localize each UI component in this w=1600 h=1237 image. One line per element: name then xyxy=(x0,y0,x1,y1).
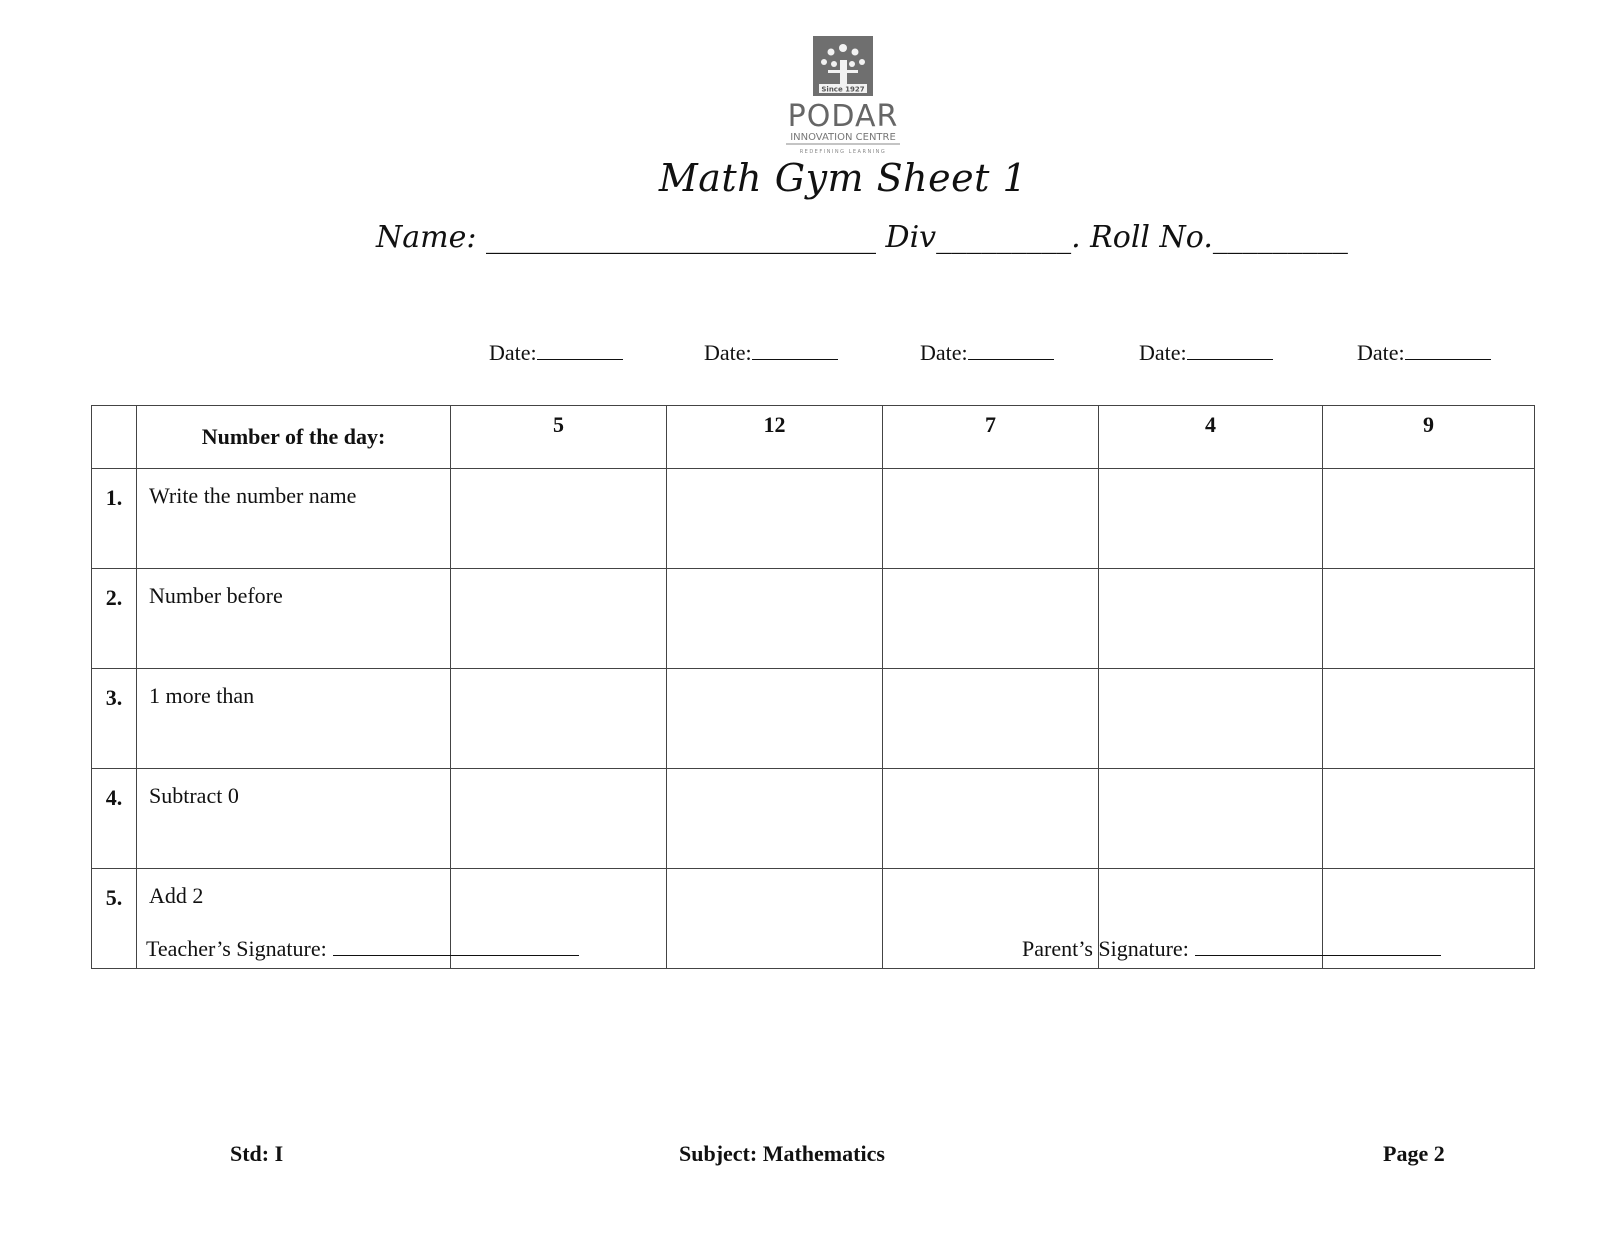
table-row xyxy=(92,569,1535,669)
answer-cell[interactable] xyxy=(1099,569,1323,669)
date-field-3[interactable] xyxy=(920,340,1054,366)
day-number-1: 5 xyxy=(451,406,667,469)
row-index: 2. xyxy=(92,569,137,669)
answer-cell[interactable] xyxy=(1323,469,1535,569)
date-label: Date: xyxy=(489,340,537,365)
student-details-line: Name: __________________________ Div_________. Roll No._________ xyxy=(376,220,1348,255)
answer-cell[interactable] xyxy=(883,669,1099,769)
row-task: Write the number name xyxy=(137,469,451,569)
day-number-4: 4 xyxy=(1099,406,1323,469)
answer-cell[interactable] xyxy=(1099,669,1323,769)
logo-subtitle: INNOVATION CENTRE xyxy=(790,132,896,143)
date-label: Date: xyxy=(1357,340,1405,365)
date-field-1[interactable] xyxy=(489,340,623,366)
row-task: Add 2 xyxy=(137,869,451,969)
answer-cell[interactable] xyxy=(1323,769,1535,869)
answer-cell[interactable] xyxy=(667,769,883,869)
number-of-the-day-label: Number of the day: xyxy=(137,406,451,469)
day-number-2: 12 xyxy=(667,406,883,469)
footer-subject: Subject: Mathematics xyxy=(679,1141,885,1166)
answer-cell[interactable] xyxy=(667,869,883,969)
row-task: Subtract 0 xyxy=(137,769,451,869)
row-task: 1 more than xyxy=(137,669,451,769)
parent-signature-label: Parent’s Signature: xyxy=(1022,936,1189,961)
date-field-2[interactable] xyxy=(704,340,838,366)
date-label: Date: xyxy=(1139,340,1187,365)
row-index: 3. xyxy=(92,669,137,769)
logo-brand: PODAR xyxy=(787,99,899,134)
date-label: Date: xyxy=(704,340,752,365)
table-row xyxy=(92,769,1535,869)
table-row xyxy=(92,669,1535,769)
day-number-5: 9 xyxy=(1323,406,1535,469)
worksheet-table xyxy=(91,405,1535,969)
date-label: Date: xyxy=(920,340,968,365)
answer-cell[interactable] xyxy=(667,569,883,669)
answer-cell[interactable] xyxy=(667,669,883,769)
table-header-row xyxy=(92,406,1535,469)
answer-cell[interactable] xyxy=(667,469,883,569)
footer-std: Std: I xyxy=(230,1141,284,1166)
answer-cell[interactable] xyxy=(883,769,1099,869)
podar-logo xyxy=(764,34,924,162)
parent-signature-field[interactable] xyxy=(1022,936,1441,962)
row-task: Number before xyxy=(137,569,451,669)
logo-since: Since 1927 xyxy=(821,85,865,94)
sheet-title: Math Gym Sheet 1 xyxy=(658,156,1028,200)
table-row xyxy=(92,469,1535,569)
answer-cell[interactable] xyxy=(451,569,667,669)
answer-cell[interactable] xyxy=(451,469,667,569)
teacher-signature-field[interactable] xyxy=(146,936,579,962)
row-index: 5. xyxy=(92,869,137,969)
row-index: 4. xyxy=(92,769,137,869)
date-field-5[interactable] xyxy=(1357,340,1491,366)
answer-cell[interactable] xyxy=(883,569,1099,669)
logo-tagline: REDEFINING LEARNING xyxy=(799,149,887,155)
answer-cell[interactable] xyxy=(883,469,1099,569)
teacher-signature-label: Teacher’s Signature: xyxy=(146,936,327,961)
answer-cell[interactable] xyxy=(1323,569,1535,669)
answer-cell[interactable] xyxy=(1323,669,1535,769)
footer-page: Page 2 xyxy=(1383,1141,1445,1166)
row-index: 1. xyxy=(92,469,137,569)
answer-cell[interactable] xyxy=(451,769,667,869)
day-number-3: 7 xyxy=(883,406,1099,469)
date-field-4[interactable] xyxy=(1139,340,1273,366)
index-header-cell xyxy=(92,406,137,469)
answer-cell[interactable] xyxy=(1099,769,1323,869)
answer-cell[interactable] xyxy=(1099,469,1323,569)
answer-cell[interactable] xyxy=(451,669,667,769)
